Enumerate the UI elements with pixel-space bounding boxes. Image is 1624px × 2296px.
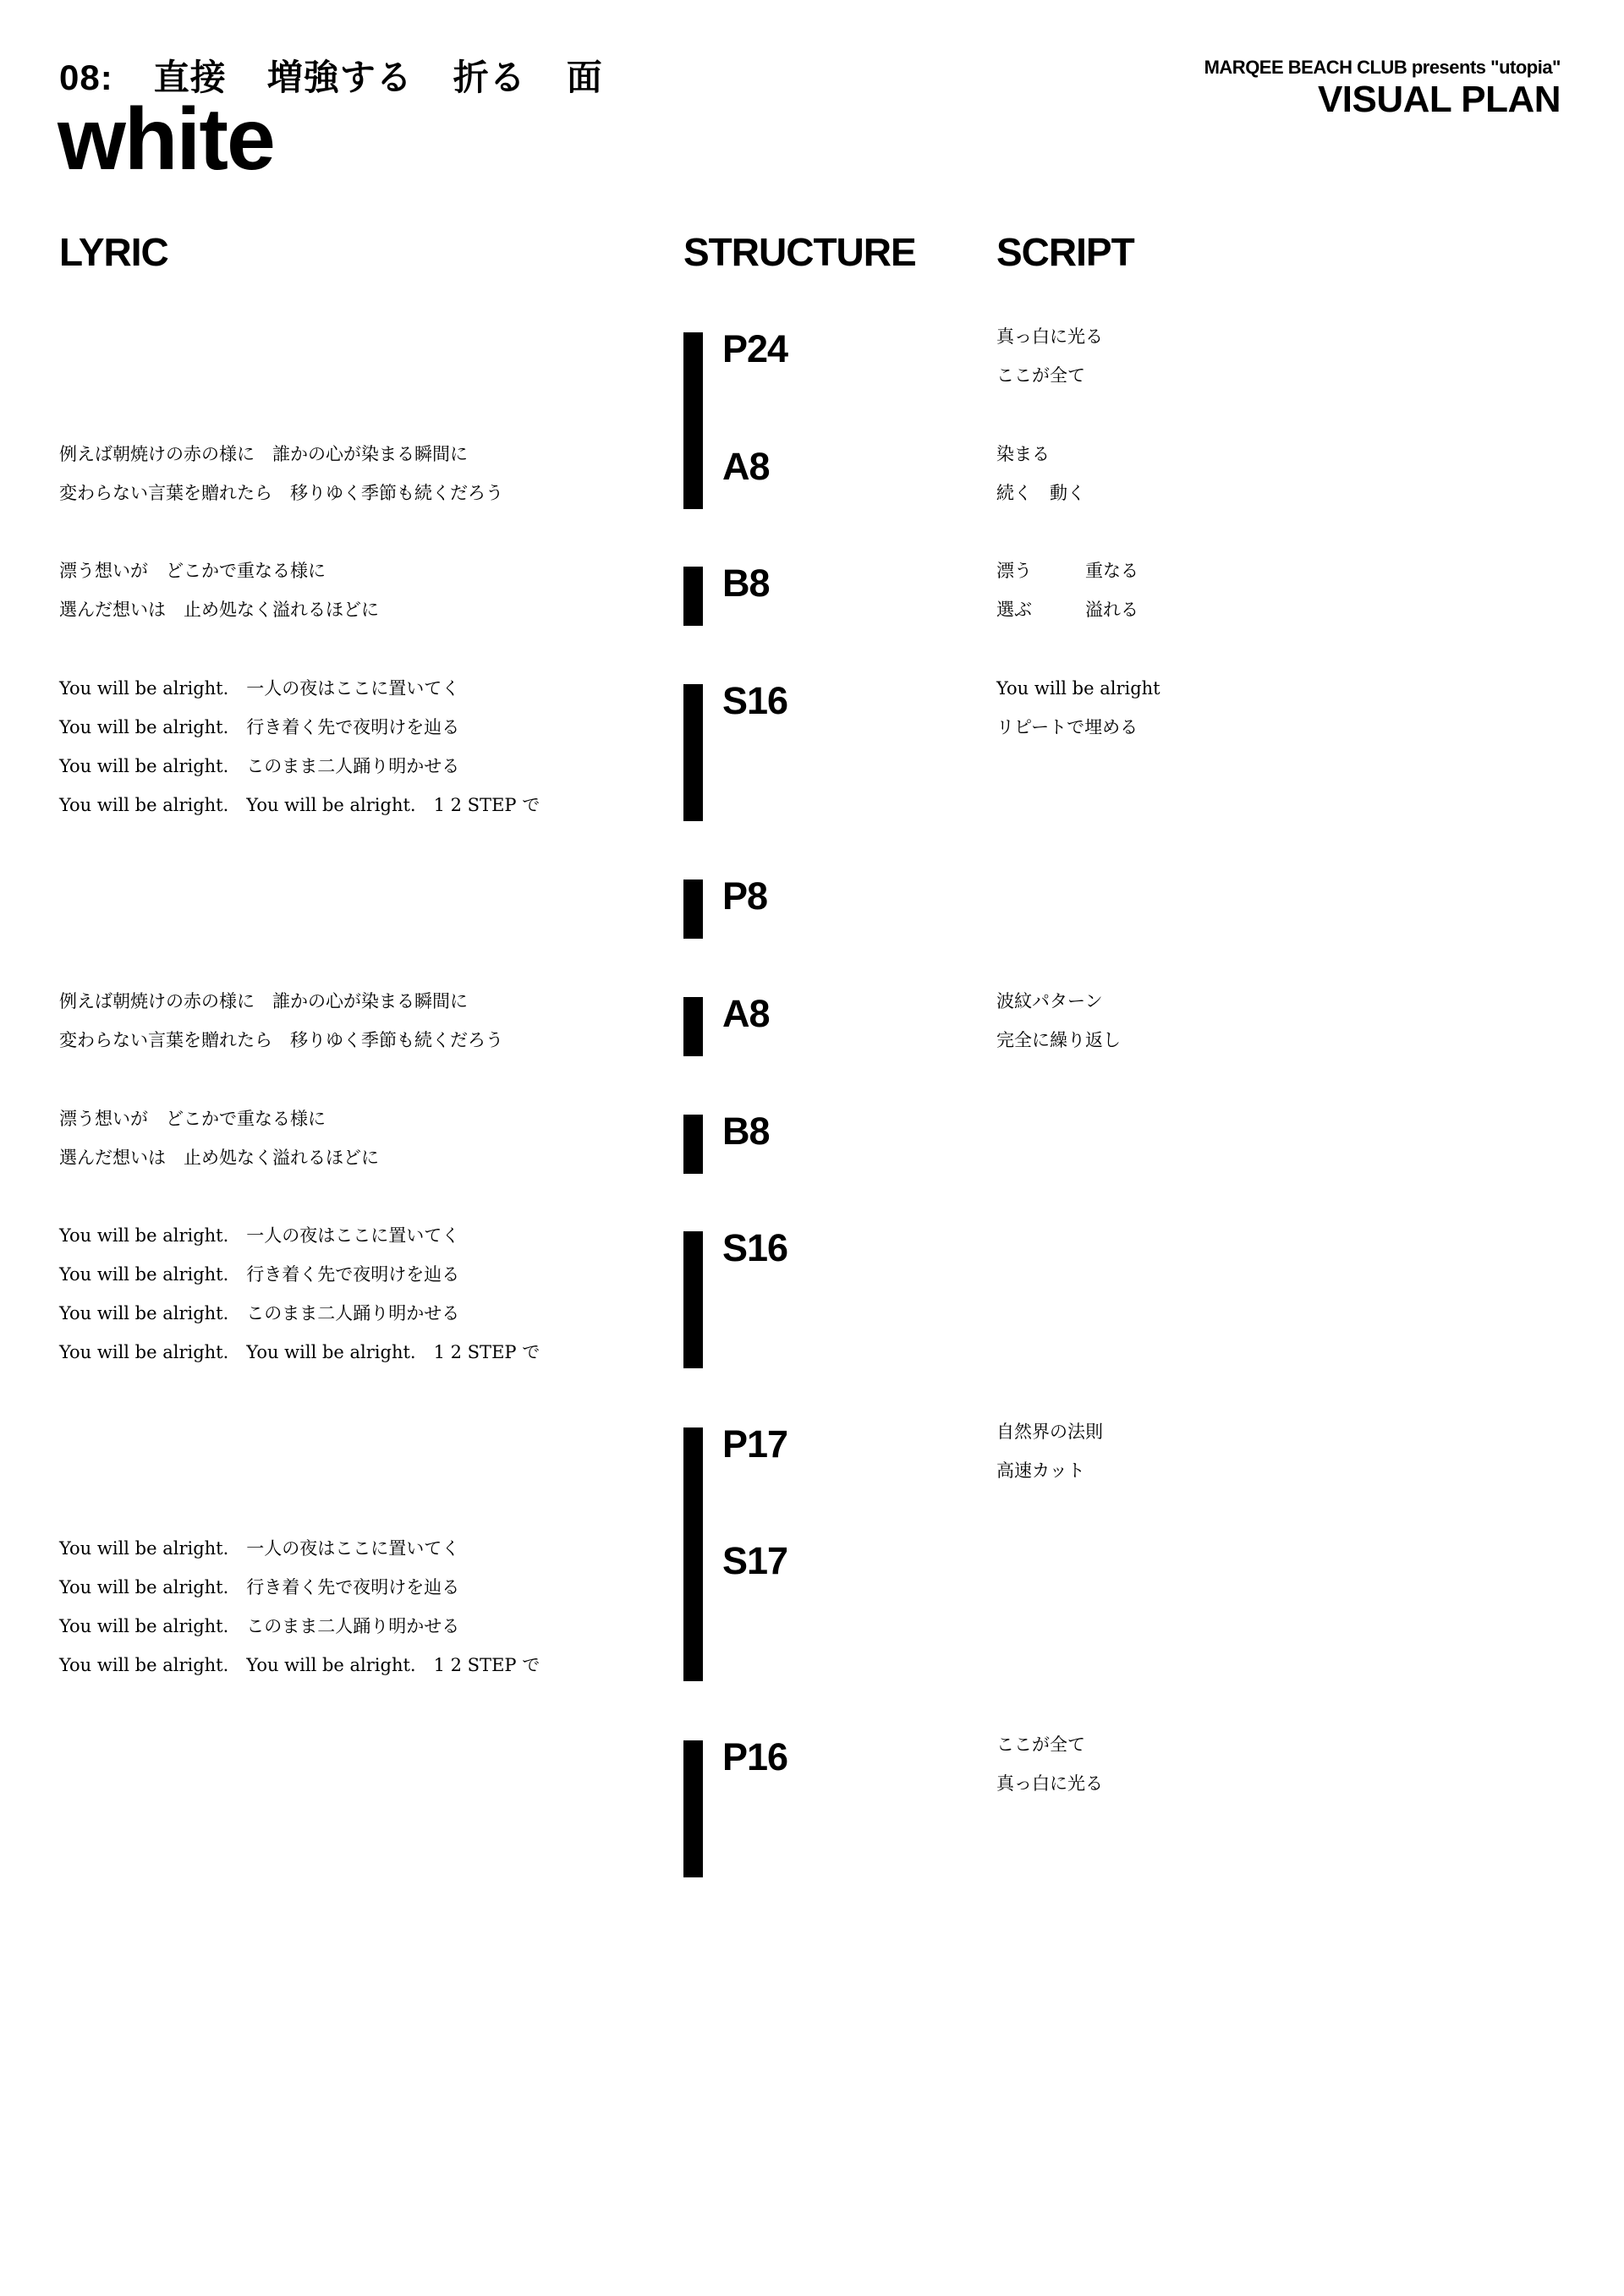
script-line: 染まる xyxy=(996,444,1050,464)
document-title: VISUAL PLAN xyxy=(1317,79,1561,120)
section-length-bar xyxy=(683,450,703,509)
song-number: 08: xyxy=(59,58,113,97)
song-word: 直接 xyxy=(153,58,227,97)
script-line: リピートで埋める xyxy=(996,717,1138,737)
section-label: B8 xyxy=(722,1110,770,1153)
section-length-bar xyxy=(683,684,703,821)
section-length-bar xyxy=(683,1544,703,1681)
section-length-bar xyxy=(683,1740,703,1877)
lyric-line: You will be alright. You will be alright. 1 2 STEP で xyxy=(59,1655,540,1675)
section-label: P8 xyxy=(722,874,768,918)
script-line: 波紋パターン xyxy=(996,991,1103,1011)
script-line: 真っ白に光る xyxy=(996,326,1103,347)
section-length-bar xyxy=(683,879,703,939)
section-label: P24 xyxy=(722,327,788,370)
script-line: ここが全て xyxy=(996,365,1085,386)
lyric-line: You will be alright. 行き着く先で夜明けを辿る xyxy=(59,1264,460,1285)
lyric-line: You will be alright. 行き着く先で夜明けを辿る xyxy=(59,1577,460,1597)
script-line: 真っ白に光る xyxy=(996,1773,1103,1794)
song-word: 面 xyxy=(566,58,603,97)
section-label: B8 xyxy=(722,562,770,605)
lyric-line: 選んだ想いは 止め処なく溢れるほどに xyxy=(59,600,379,620)
lyric-line: You will be alright. You will be alright. 1 2 STEP で xyxy=(59,1342,540,1362)
script-line: 高速カット xyxy=(996,1460,1085,1481)
lyric-line: You will be alright. このまま二人踊り明かせる xyxy=(59,756,460,776)
section-label: A8 xyxy=(722,992,770,1035)
song-word: 増強する xyxy=(266,58,413,97)
lyric-line: You will be alright. 一人の夜はここに置いてく xyxy=(59,678,460,699)
lyric-line: 漂う想いが どこかで重なる様に xyxy=(59,561,326,581)
section-length-bar xyxy=(683,1231,703,1368)
section-label: S16 xyxy=(722,679,788,722)
lyric-line: 例えば朝焼けの赤の様に 誰かの心が染まる瞬間に xyxy=(59,444,468,464)
section-label: A8 xyxy=(722,445,770,488)
section-label: P17 xyxy=(722,1422,788,1466)
script-line: ここが全て xyxy=(996,1734,1085,1755)
section-label: S17 xyxy=(722,1539,788,1582)
event-name: MARQEE BEACH CLUB presents "utopia" xyxy=(1204,57,1561,78)
section-length-bar xyxy=(683,332,703,469)
section-length-bar xyxy=(683,1115,703,1174)
script-line: 選ぶ 溢れる xyxy=(996,600,1138,620)
lyric-line: You will be alright. 行き着く先で夜明けを辿る xyxy=(59,717,460,737)
section-length-bar xyxy=(683,567,703,626)
lyric-line: 変わらない言葉を贈れたら 移りゆく季節も続くだろう xyxy=(59,483,503,503)
song-word: 折る xyxy=(453,58,526,97)
script-line: 続く 動く xyxy=(996,483,1085,503)
lyric-column-heading: LYRIC xyxy=(59,230,168,274)
lyric-line: 選んだ想いは 止め処なく溢れるほどに xyxy=(59,1148,379,1168)
lyric-line: 例えば朝焼けの赤の様に 誰かの心が染まる瞬間に xyxy=(59,991,468,1011)
section-label: S16 xyxy=(722,1226,788,1269)
script-line: 漂う 重なる xyxy=(996,561,1138,581)
lyric-line: You will be alright. 一人の夜はここに置いてく xyxy=(59,1225,460,1246)
lyric-line: You will be alright. You will be alright. 1 2 STEP で xyxy=(59,795,540,815)
lyric-line: You will be alright. 一人の夜はここに置いてく xyxy=(59,1538,460,1559)
song-title: white xyxy=(58,90,274,189)
script-line: 自然界の法則 xyxy=(996,1422,1103,1442)
lyric-line: 変わらない言葉を贈れたら 移りゆく季節も続くだろう xyxy=(59,1030,503,1050)
lyric-line: 漂う想いが どこかで重なる様に xyxy=(59,1109,326,1129)
lyric-line: You will be alright. このまま二人踊り明かせる xyxy=(59,1616,460,1636)
structure-column-heading: STRUCTURE xyxy=(683,230,916,274)
section-length-bar xyxy=(683,997,703,1056)
section-label: P16 xyxy=(722,1735,788,1778)
script-line: You will be alright xyxy=(996,678,1160,699)
script-column-heading: SCRIPT xyxy=(996,230,1134,274)
script-line: 完全に繰り返し xyxy=(996,1030,1121,1050)
lyric-line: You will be alright. このまま二人踊り明かせる xyxy=(59,1303,460,1323)
